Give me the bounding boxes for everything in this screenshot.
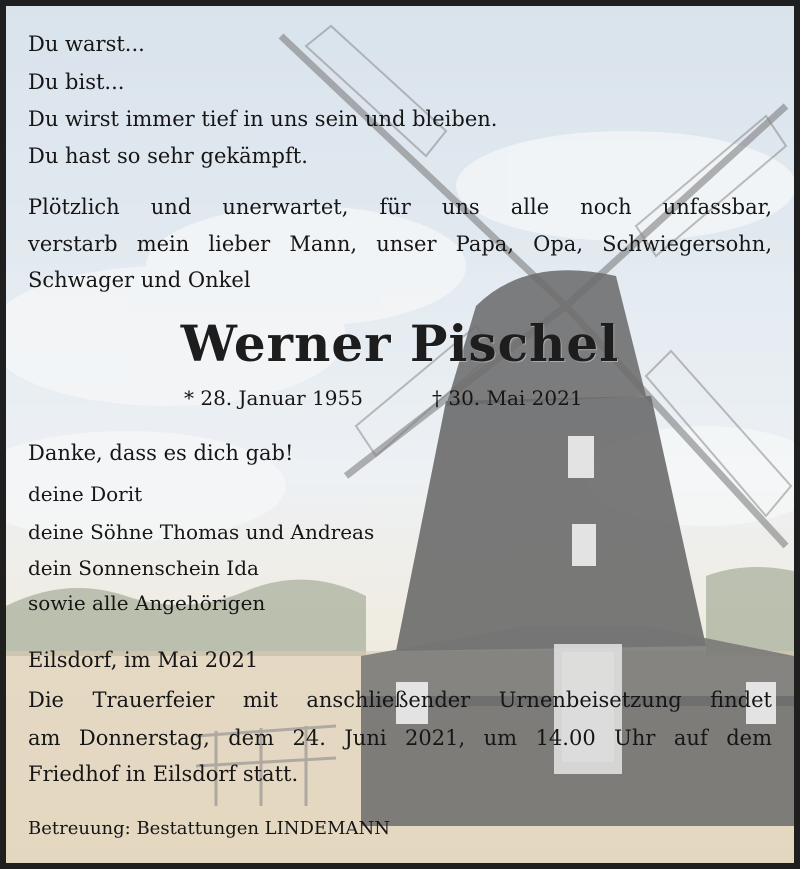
birth-date: * 28. Januar 1955 — [184, 386, 363, 410]
verse-line-3: Du wirst immer tief in uns sein und bleiben. — [28, 107, 498, 131]
signatory-4: sowie alle Angehörigen — [28, 591, 266, 615]
death-date: † 30. Mai 2021 — [432, 386, 583, 410]
signatory-3: dein Sonnenschein Ida — [28, 556, 259, 580]
undertaker-credit: Betreuung: Bestattungen LINDEMANN — [28, 818, 390, 839]
deceased-name: Werner Pischel — [180, 314, 620, 373]
announcement-line-1: Plötzlich und unerwartet, für uns alle noch unfassbar, — [28, 195, 772, 219]
announcement-line-2: verstarb mein lieber Mann, unser Papa, Opa, Schwiegersohn, — [28, 232, 772, 256]
thanks-line: Danke, dass es dich gab! — [28, 441, 294, 465]
funeral-line-1: Die Trauerfeier mit anschließender Urnenbeisetzung findet — [28, 688, 772, 712]
verse-line-1: Du warst... — [28, 32, 145, 56]
verse-line-4: Du hast so sehr gekämpft. — [28, 144, 308, 168]
signatory-2: deine Söhne Thomas und Andreas — [28, 520, 375, 544]
announcement-line-3: Schwager und Onkel — [28, 268, 251, 292]
funeral-line-2: am Donnerstag, dem 24. Juni 2021, um 14.00 Uhr auf dem — [28, 726, 772, 750]
funeral-line-3: Friedhof in Eilsdorf statt. — [28, 762, 299, 786]
place-date: Eilsdorf, im Mai 2021 — [28, 648, 259, 672]
verse-line-2: Du bist... — [28, 70, 125, 94]
signatory-1: deine Dorit — [28, 482, 143, 506]
